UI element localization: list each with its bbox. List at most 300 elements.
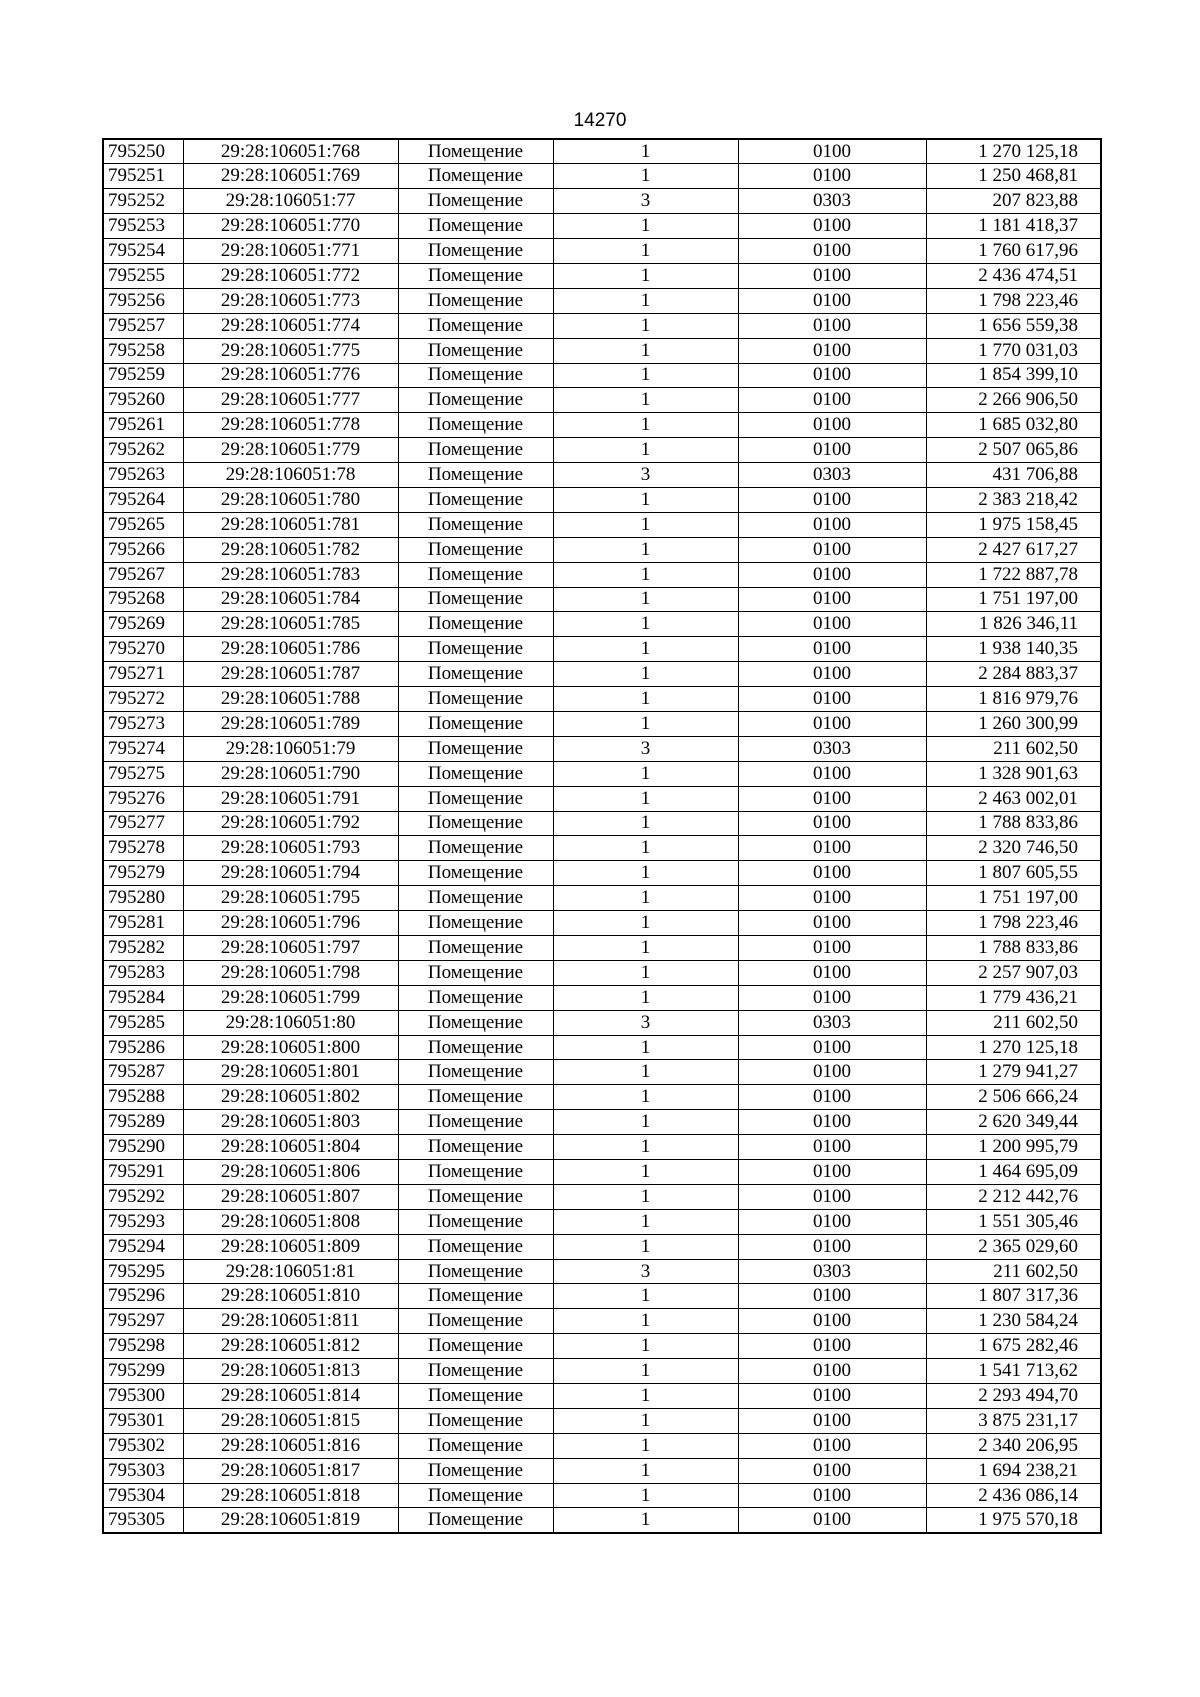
class-code-cell: 0100 (738, 1384, 926, 1409)
record-number-cell: 795299 (103, 1359, 183, 1384)
cadastral-value-cell: 1 722 887,78 (926, 562, 1101, 587)
table-row (103, 711, 1101, 736)
group-code-cell: 1 (553, 1234, 738, 1259)
class-code-cell: 0100 (738, 537, 926, 562)
group-code-cell: 1 (553, 239, 738, 264)
record-number-cell: 795267 (103, 562, 183, 587)
object-type-cell: Помещение (398, 836, 553, 861)
cadastral-value-cell: 1 200 995,79 (926, 1135, 1101, 1160)
object-type-cell: Помещение (398, 363, 553, 388)
cadastral-number-cell: 29:28:106051:780 (183, 487, 398, 512)
class-code-cell: 0303 (738, 1010, 926, 1035)
table-row (103, 562, 1101, 587)
object-type-cell: Помещение (398, 1359, 553, 1384)
object-type-cell: Помещение (398, 388, 553, 413)
record-number-cell: 795298 (103, 1334, 183, 1359)
record-number-cell: 795294 (103, 1234, 183, 1259)
table-row (103, 1160, 1101, 1185)
object-type-cell: Помещение (398, 960, 553, 985)
table-row (103, 313, 1101, 338)
table-row (103, 1508, 1101, 1533)
cadastral-number-cell: 29:28:106051:800 (183, 1035, 398, 1060)
table-row (103, 811, 1101, 836)
class-code-cell: 0100 (738, 786, 926, 811)
class-code-cell: 0100 (738, 886, 926, 911)
cadastral-number-cell: 29:28:106051:785 (183, 612, 398, 637)
cadastral-number-cell: 29:28:106051:772 (183, 263, 398, 288)
class-code-cell: 0100 (738, 1135, 926, 1160)
class-code-cell: 0100 (738, 413, 926, 438)
table-row (103, 612, 1101, 637)
cadastral-value-cell: 1 328 901,63 (926, 761, 1101, 786)
record-number-cell: 795254 (103, 239, 183, 264)
cadastral-number-cell: 29:28:106051:797 (183, 936, 398, 961)
group-code-cell: 1 (553, 263, 738, 288)
class-code-cell: 0100 (738, 936, 926, 961)
record-number-cell: 795286 (103, 1035, 183, 1060)
class-code-cell: 0100 (738, 1334, 926, 1359)
object-type-cell: Помещение (398, 687, 553, 712)
cadastral-number-cell: 29:28:106051:807 (183, 1184, 398, 1209)
class-code-cell: 0100 (738, 164, 926, 189)
group-code-cell: 1 (553, 313, 738, 338)
group-code-cell: 3 (553, 463, 738, 488)
group-code-cell: 1 (553, 1334, 738, 1359)
group-code-cell: 1 (553, 960, 738, 985)
table-row (103, 338, 1101, 363)
cadastral-value-cell: 2 320 746,50 (926, 836, 1101, 861)
object-type-cell: Помещение (398, 985, 553, 1010)
record-number-cell: 795304 (103, 1483, 183, 1508)
group-code-cell: 1 (553, 711, 738, 736)
cadastral-value-cell: 2 383 218,42 (926, 487, 1101, 512)
record-number-cell: 795253 (103, 214, 183, 239)
record-number-cell: 795259 (103, 363, 183, 388)
cadastral-number-cell: 29:28:106051:77 (183, 189, 398, 214)
table-row (103, 463, 1101, 488)
group-code-cell: 1 (553, 811, 738, 836)
group-code-cell: 1 (553, 338, 738, 363)
table-row (103, 736, 1101, 761)
table-row (103, 1259, 1101, 1284)
group-code-cell: 1 (553, 786, 738, 811)
object-type-cell: Помещение (398, 1309, 553, 1334)
group-code-cell: 3 (553, 1259, 738, 1284)
record-number-cell: 795257 (103, 313, 183, 338)
record-number-cell: 795260 (103, 388, 183, 413)
object-type-cell: Помещение (398, 587, 553, 612)
object-type-cell: Помещение (398, 1110, 553, 1135)
cadastral-value-cell: 211 602,50 (926, 1259, 1101, 1284)
record-number-cell: 795292 (103, 1184, 183, 1209)
record-number-cell: 795296 (103, 1284, 183, 1309)
class-code-cell: 0100 (738, 1433, 926, 1458)
group-code-cell: 3 (553, 736, 738, 761)
cadastral-value-cell: 1 798 223,46 (926, 288, 1101, 313)
class-code-cell: 0100 (738, 861, 926, 886)
cadastral-number-cell: 29:28:106051:782 (183, 537, 398, 562)
object-type-cell: Помещение (398, 1234, 553, 1259)
group-code-cell: 1 (553, 164, 738, 189)
group-code-cell: 1 (553, 1209, 738, 1234)
record-number-cell: 795278 (103, 836, 183, 861)
class-code-cell: 0100 (738, 288, 926, 313)
object-type-cell: Помещение (398, 1334, 553, 1359)
class-code-cell: 0100 (738, 1160, 926, 1185)
record-number-cell: 795250 (103, 139, 183, 164)
cadastral-value-cell: 2 212 442,76 (926, 1184, 1101, 1209)
cadastral-value-cell: 1 826 346,11 (926, 612, 1101, 637)
object-type-cell: Помещение (398, 811, 553, 836)
object-type-cell: Помещение (398, 662, 553, 687)
record-number-cell: 795284 (103, 985, 183, 1010)
cadastral-value-cell: 1 788 833,86 (926, 936, 1101, 961)
cadastral-number-cell: 29:28:106051:792 (183, 811, 398, 836)
record-number-cell: 795301 (103, 1408, 183, 1433)
class-code-cell: 0100 (738, 1309, 926, 1334)
table-row (103, 1209, 1101, 1234)
object-type-cell: Помещение (398, 637, 553, 662)
cadastral-value-cell: 1 270 125,18 (926, 1035, 1101, 1060)
table-row (103, 1010, 1101, 1035)
object-type-cell: Помещение (398, 786, 553, 811)
group-code-cell: 1 (553, 662, 738, 687)
group-code-cell: 1 (553, 1085, 738, 1110)
table-row (103, 1334, 1101, 1359)
record-number-cell: 795297 (103, 1309, 183, 1334)
class-code-cell: 0303 (738, 736, 926, 761)
group-code-cell: 1 (553, 1458, 738, 1483)
table-row (103, 1110, 1101, 1135)
cadastral-number-cell: 29:28:106051:815 (183, 1408, 398, 1433)
cadastral-number-cell: 29:28:106051:774 (183, 313, 398, 338)
cadastral-value-cell: 1 975 570,18 (926, 1508, 1101, 1533)
record-number-cell: 795279 (103, 861, 183, 886)
object-type-cell: Помещение (398, 288, 553, 313)
object-type-cell: Помещение (398, 438, 553, 463)
group-code-cell: 1 (553, 836, 738, 861)
class-code-cell: 0303 (738, 1259, 926, 1284)
class-code-cell: 0100 (738, 214, 926, 239)
table-row (103, 886, 1101, 911)
object-type-cell: Помещение (398, 711, 553, 736)
table-row (103, 936, 1101, 961)
table-row (103, 662, 1101, 687)
cadastral-number-cell: 29:28:106051:775 (183, 338, 398, 363)
cadastral-number-cell: 29:28:106051:786 (183, 637, 398, 662)
group-code-cell: 1 (553, 487, 738, 512)
cadastral-value-cell: 2 365 029,60 (926, 1234, 1101, 1259)
cadastral-value-cell: 1 760 617,96 (926, 239, 1101, 264)
cadastral-number-cell: 29:28:106051:799 (183, 985, 398, 1010)
cadastral-value-cell: 3 875 231,17 (926, 1408, 1101, 1433)
group-code-cell: 1 (553, 1384, 738, 1409)
group-code-cell: 1 (553, 911, 738, 936)
class-code-cell: 0303 (738, 463, 926, 488)
class-code-cell: 0100 (738, 562, 926, 587)
record-number-cell: 795255 (103, 263, 183, 288)
record-number-cell: 795276 (103, 786, 183, 811)
object-type-cell: Помещение (398, 612, 553, 637)
cadastral-number-cell: 29:28:106051:769 (183, 164, 398, 189)
table-row (103, 1184, 1101, 1209)
record-number-cell: 795300 (103, 1384, 183, 1409)
group-code-cell: 1 (553, 637, 738, 662)
group-code-cell: 1 (553, 612, 738, 637)
group-code-cell: 1 (553, 512, 738, 537)
class-code-cell: 0100 (738, 1060, 926, 1085)
object-type-cell: Помещение (398, 1259, 553, 1284)
table-row (103, 239, 1101, 264)
table-row (103, 263, 1101, 288)
cadastral-value-cell: 2 293 494,70 (926, 1384, 1101, 1409)
class-code-cell: 0100 (738, 1209, 926, 1234)
cadastral-value-cell: 1 779 436,21 (926, 985, 1101, 1010)
group-code-cell: 1 (553, 139, 738, 164)
cadastral-value-cell: 1 656 559,38 (926, 313, 1101, 338)
cadastral-value-cell: 1 551 305,46 (926, 1209, 1101, 1234)
object-type-cell: Помещение (398, 1085, 553, 1110)
cadastral-value-cell: 1 816 979,76 (926, 687, 1101, 712)
cadastral-number-cell: 29:28:106051:808 (183, 1209, 398, 1234)
group-code-cell: 1 (553, 562, 738, 587)
object-type-cell: Помещение (398, 214, 553, 239)
object-type-cell: Помещение (398, 1209, 553, 1234)
class-code-cell: 0100 (738, 836, 926, 861)
table-row (103, 1234, 1101, 1259)
cadastral-number-cell: 29:28:106051:791 (183, 786, 398, 811)
table-row (103, 288, 1101, 313)
object-type-cell: Помещение (398, 1010, 553, 1035)
group-code-cell: 1 (553, 1359, 738, 1384)
group-code-cell: 1 (553, 388, 738, 413)
class-code-cell: 0100 (738, 985, 926, 1010)
record-number-cell: 795258 (103, 338, 183, 363)
cadastral-value-cell: 2 257 907,03 (926, 960, 1101, 985)
group-code-cell: 1 (553, 1508, 738, 1533)
record-number-cell: 795269 (103, 612, 183, 637)
cadastral-number-cell: 29:28:106051:787 (183, 662, 398, 687)
cadastral-number-cell: 29:28:106051:814 (183, 1384, 398, 1409)
table-row (103, 1408, 1101, 1433)
group-code-cell: 1 (553, 1408, 738, 1433)
table-row (103, 438, 1101, 463)
class-code-cell: 0100 (738, 263, 926, 288)
record-number-cell: 795291 (103, 1160, 183, 1185)
cadastral-number-cell: 29:28:106051:817 (183, 1458, 398, 1483)
class-code-cell: 0100 (738, 662, 926, 687)
cadastral-number-cell: 29:28:106051:770 (183, 214, 398, 239)
table-row (103, 413, 1101, 438)
table-row (103, 687, 1101, 712)
cadastral-value-cell: 2 436 474,51 (926, 263, 1101, 288)
cadastral-value-cell: 1 770 031,03 (926, 338, 1101, 363)
object-type-cell: Помещение (398, 861, 553, 886)
class-code-cell: 0100 (738, 911, 926, 936)
table-row (103, 487, 1101, 512)
group-code-cell: 1 (553, 1284, 738, 1309)
table-row (103, 1359, 1101, 1384)
class-code-cell: 0100 (738, 239, 926, 264)
object-type-cell: Помещение (398, 1035, 553, 1060)
object-type-cell: Помещение (398, 936, 553, 961)
table-row (103, 214, 1101, 239)
table-row (103, 960, 1101, 985)
cadastral-value-cell: 1 788 833,86 (926, 811, 1101, 836)
class-code-cell: 0100 (738, 1284, 926, 1309)
object-type-cell: Помещение (398, 263, 553, 288)
object-type-cell: Помещение (398, 413, 553, 438)
group-code-cell: 1 (553, 537, 738, 562)
cadastral-number-cell: 29:28:106051:806 (183, 1160, 398, 1185)
class-code-cell: 0100 (738, 1035, 926, 1060)
table-row (103, 911, 1101, 936)
cadastral-number-cell: 29:28:106051:810 (183, 1284, 398, 1309)
group-code-cell: 1 (553, 1110, 738, 1135)
record-number-cell: 795251 (103, 164, 183, 189)
object-type-cell: Помещение (398, 1184, 553, 1209)
object-type-cell: Помещение (398, 1408, 553, 1433)
record-number-cell: 795283 (103, 960, 183, 985)
object-type-cell: Помещение (398, 164, 553, 189)
object-type-cell: Помещение (398, 562, 553, 587)
cadastral-number-cell: 29:28:106051:796 (183, 911, 398, 936)
record-number-cell: 795270 (103, 637, 183, 662)
class-code-cell: 0100 (738, 1085, 926, 1110)
record-number-cell: 795275 (103, 761, 183, 786)
table-row (103, 164, 1101, 189)
record-number-cell: 795295 (103, 1259, 183, 1284)
group-code-cell: 1 (553, 1135, 738, 1160)
cadastral-value-cell: 2 427 617,27 (926, 537, 1101, 562)
record-number-cell: 795252 (103, 189, 183, 214)
object-type-cell: Помещение (398, 1135, 553, 1160)
cadastral-number-cell: 29:28:106051:778 (183, 413, 398, 438)
class-code-cell: 0100 (738, 512, 926, 537)
cadastral-number-cell: 29:28:106051:804 (183, 1135, 398, 1160)
class-code-cell: 0100 (738, 761, 926, 786)
object-type-cell: Помещение (398, 313, 553, 338)
record-number-cell: 795274 (103, 736, 183, 761)
group-code-cell: 1 (553, 363, 738, 388)
cadastral-number-cell: 29:28:106051:777 (183, 388, 398, 413)
record-number-cell: 795266 (103, 537, 183, 562)
cadastral-number-cell: 29:28:106051:795 (183, 886, 398, 911)
cadastral-number-cell: 29:28:106051:788 (183, 687, 398, 712)
group-code-cell: 1 (553, 936, 738, 961)
record-number-cell: 795264 (103, 487, 183, 512)
group-code-cell: 1 (553, 761, 738, 786)
page-number: 14270 (573, 110, 627, 131)
table-row (103, 1458, 1101, 1483)
class-code-cell: 0100 (738, 687, 926, 712)
class-code-cell: 0100 (738, 587, 926, 612)
class-code-cell: 0100 (738, 438, 926, 463)
cadastral-number-cell: 29:28:106051:802 (183, 1085, 398, 1110)
object-type-cell: Помещение (398, 1284, 553, 1309)
table-row (103, 537, 1101, 562)
object-type-cell: Помещение (398, 1384, 553, 1409)
object-type-cell: Помещение (398, 1060, 553, 1085)
cadastral-value-cell: 1 807 605,55 (926, 861, 1101, 886)
table-row (103, 1284, 1101, 1309)
class-code-cell: 0100 (738, 139, 926, 164)
class-code-cell: 0100 (738, 637, 926, 662)
group-code-cell: 1 (553, 413, 738, 438)
cadastral-value-cell: 1 751 197,00 (926, 587, 1101, 612)
table-row (103, 1135, 1101, 1160)
record-number-cell: 795305 (103, 1508, 183, 1533)
object-type-cell: Помещение (398, 1160, 553, 1185)
cadastral-value-cell: 1 975 158,45 (926, 512, 1101, 537)
cadastral-value-cell: 2 463 002,01 (926, 786, 1101, 811)
group-code-cell: 1 (553, 1309, 738, 1334)
cadastral-value-cell: 1 807 317,36 (926, 1284, 1101, 1309)
cadastral-value-cell: 2 340 206,95 (926, 1433, 1101, 1458)
table-row (103, 363, 1101, 388)
object-type-cell: Помещение (398, 338, 553, 363)
table-row (103, 836, 1101, 861)
cadastral-value-cell: 2 266 906,50 (926, 388, 1101, 413)
cadastral-value-cell: 1 854 399,10 (926, 363, 1101, 388)
cadastral-value-cell: 1 250 468,81 (926, 164, 1101, 189)
cadastral-number-cell: 29:28:106051:819 (183, 1508, 398, 1533)
object-type-cell: Помещение (398, 1508, 553, 1533)
class-code-cell: 0100 (738, 1483, 926, 1508)
cadastral-number-cell: 29:28:106051:816 (183, 1433, 398, 1458)
object-type-cell: Помещение (398, 487, 553, 512)
class-code-cell: 0100 (738, 1458, 926, 1483)
class-code-cell: 0100 (738, 1359, 926, 1384)
cadastral-number-cell: 29:28:106051:78 (183, 463, 398, 488)
class-code-cell: 0303 (738, 189, 926, 214)
group-code-cell: 1 (553, 1035, 738, 1060)
cadastral-number-cell: 29:28:106051:80 (183, 1010, 398, 1035)
record-number-cell: 795290 (103, 1135, 183, 1160)
cadastral-value-cell: 211 602,50 (926, 736, 1101, 761)
table-row (103, 861, 1101, 886)
group-code-cell: 1 (553, 1060, 738, 1085)
record-number-cell: 795265 (103, 512, 183, 537)
table-row (103, 1085, 1101, 1110)
table-row (103, 985, 1101, 1010)
class-code-cell: 0100 (738, 388, 926, 413)
record-number-cell: 795281 (103, 911, 183, 936)
cadastral-number-cell: 29:28:106051:793 (183, 836, 398, 861)
cadastral-number-cell: 29:28:106051:784 (183, 587, 398, 612)
class-code-cell: 0100 (738, 711, 926, 736)
table-row (103, 1384, 1101, 1409)
table-row (103, 1433, 1101, 1458)
record-number-cell: 795288 (103, 1085, 183, 1110)
registry-table-body (103, 139, 1101, 1533)
object-type-cell: Помещение (398, 761, 553, 786)
cadastral-value-cell: 1 464 695,09 (926, 1160, 1101, 1185)
group-code-cell: 1 (553, 288, 738, 313)
object-type-cell: Помещение (398, 911, 553, 936)
class-code-cell: 0100 (738, 487, 926, 512)
record-number-cell: 795285 (103, 1010, 183, 1035)
record-number-cell: 795273 (103, 711, 183, 736)
record-number-cell: 795280 (103, 886, 183, 911)
class-code-cell: 0100 (738, 960, 926, 985)
object-type-cell: Помещение (398, 463, 553, 488)
table-row (103, 1309, 1101, 1334)
object-type-cell: Помещение (398, 1458, 553, 1483)
record-number-cell: 795282 (103, 936, 183, 961)
cadastral-value-cell: 2 507 065,86 (926, 438, 1101, 463)
group-code-cell: 1 (553, 687, 738, 712)
